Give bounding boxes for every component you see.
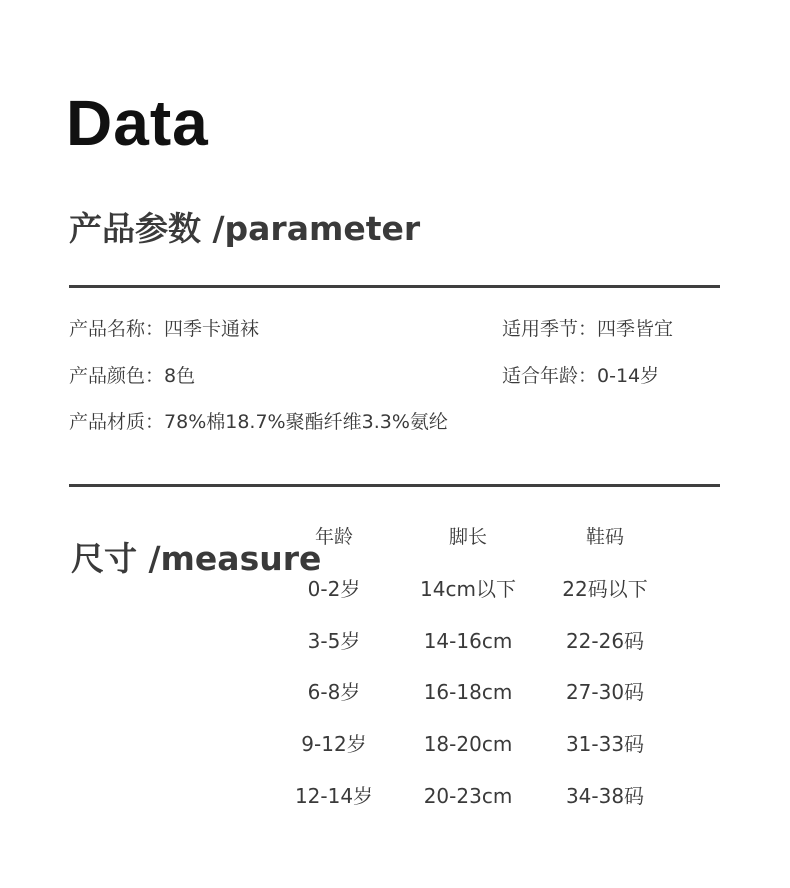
table-cell-foot-length: 20-23cm	[423, 784, 513, 808]
measure-section-title: 尺寸 /measure	[71, 539, 322, 578]
table-cell-foot-length: 14cm以下	[420, 577, 516, 601]
param-value: 四季卡通袜	[164, 318, 260, 340]
param-value: 四季皆宜	[597, 318, 674, 340]
param-product-name	[69, 316, 259, 342]
param-age	[502, 363, 659, 389]
param-label: 产品名称：	[69, 318, 165, 340]
param-material	[69, 409, 448, 435]
param-label: 适合年龄：	[502, 365, 598, 387]
parameter-section-title: 产品参数 /parameter	[69, 209, 421, 248]
param-label: 产品颜色：	[69, 365, 165, 387]
table-cell-foot-length: 16-18cm	[423, 680, 513, 704]
top-divider	[69, 285, 720, 288]
column-header-shoe-size: 鞋码	[585, 526, 624, 548]
table-cell-age: 9-12岁	[301, 732, 367, 756]
column-header-age: 年龄	[314, 526, 353, 548]
table-cell-age: 12-14岁	[294, 784, 374, 808]
page-title: Data	[66, 87, 209, 159]
param-label: 适用季节：	[502, 318, 598, 340]
middle-divider	[69, 484, 720, 487]
param-label: 产品材质：	[69, 411, 165, 433]
table-cell-shoe-size: 31-33码	[565, 732, 645, 756]
column-header-foot-length: 脚长	[448, 526, 487, 548]
param-value: 8色	[164, 365, 196, 387]
table-cell-foot-length: 18-20cm	[423, 732, 513, 756]
param-value: 78%棉18.7%聚酯纤维3.3%氨纶	[164, 411, 448, 433]
table-cell-shoe-size: 22-26码	[565, 629, 645, 653]
param-value: 0-14岁	[597, 365, 660, 387]
table-cell-age: 3-5岁	[307, 629, 361, 653]
table-cell-shoe-size: 22码以下	[562, 577, 648, 601]
table-cell-shoe-size: 34-38码	[565, 784, 645, 808]
table-cell-shoe-size: 27-30码	[565, 680, 645, 704]
table-cell-age: 6-8岁	[307, 680, 361, 704]
table-cell-age: 0-2岁	[307, 577, 361, 601]
param-color	[69, 363, 195, 389]
param-season	[502, 316, 673, 342]
table-cell-foot-length: 14-16cm	[423, 629, 513, 653]
